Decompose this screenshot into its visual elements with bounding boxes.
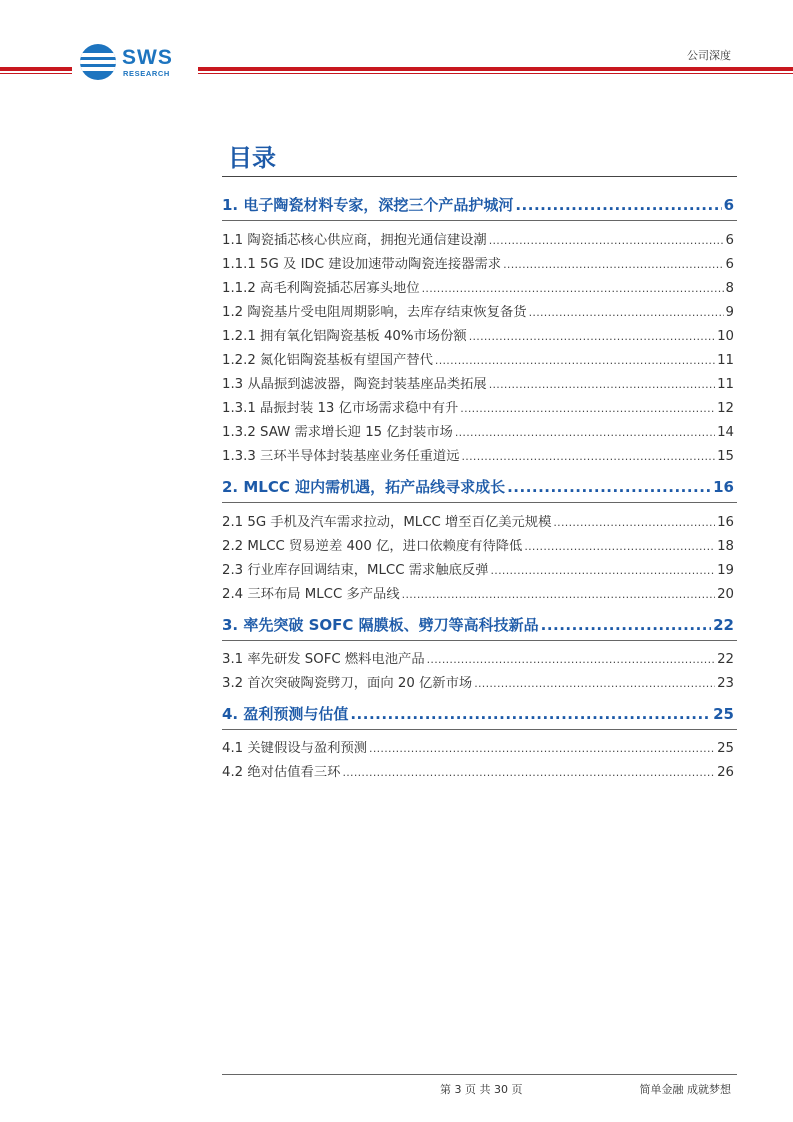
toc-entry-page: 6	[725, 257, 734, 272]
toc-leader	[342, 766, 715, 779]
toc-leader	[402, 588, 715, 601]
logo-text: SWS	[122, 46, 173, 69]
toc-entry-page: 14	[717, 425, 734, 440]
toc-leader	[455, 426, 715, 439]
toc-entry-label: 4.2 绝对估值看三环	[222, 765, 341, 780]
toc-leader	[529, 306, 724, 319]
toc-leader	[489, 234, 724, 247]
toc-entry-2-3[interactable]	[222, 559, 734, 578]
toc-leader	[553, 516, 715, 529]
toc-entry-label: 1.3.1 晶振封装 13 亿市场需求稳中有升	[222, 401, 459, 416]
toc-entry-4-2[interactable]	[222, 761, 734, 780]
toc-entry-label: 1.1.1 5G 及 IDC 建设加速带动陶瓷连接器需求	[222, 257, 502, 272]
toc-leader	[489, 378, 715, 391]
toc-entry-1-3-1[interactable]	[222, 397, 734, 416]
toc-leader	[491, 564, 716, 577]
toc-separator	[222, 729, 737, 730]
toc-leader	[460, 402, 715, 415]
toc-entry-label: 2.3 行业库存回调结束，MLCC 需求触底反弹	[222, 563, 489, 578]
toc-entry-page: 6	[723, 196, 734, 214]
toc-leader	[462, 450, 716, 463]
toc-leader	[507, 478, 711, 496]
toc-leader	[515, 196, 721, 214]
toc-leader	[350, 705, 711, 723]
toc-separator	[222, 220, 737, 221]
toc-title: 目录	[228, 144, 276, 172]
toc-entry-2-1[interactable]	[222, 511, 734, 530]
toc-leader	[524, 540, 715, 553]
header-rule-left-thin	[0, 73, 72, 74]
toc-entry-page: 16	[713, 478, 734, 496]
toc-leader	[503, 258, 723, 271]
toc-entry-1-1-1[interactable]	[222, 253, 734, 272]
toc-entry-page: 11	[717, 377, 734, 392]
toc-entry-page: 12	[717, 401, 734, 416]
toc-entry-1-3[interactable]	[222, 373, 734, 392]
toc-entry-page: 25	[713, 705, 734, 723]
toc-leader	[469, 330, 715, 343]
toc-entry-label: 4. 盈利预测与估值	[222, 705, 349, 723]
page-number: 第 3 页 共 30 页	[440, 1083, 523, 1096]
toc-entry-label: 1.2 陶瓷基片受电阻周期影响，去库存结束恢复备货	[222, 305, 527, 320]
sws-logo	[80, 44, 190, 80]
toc-entry-3-2[interactable]	[222, 672, 734, 691]
logo-emblem-icon	[80, 44, 116, 80]
toc-entry-1-3-2[interactable]	[222, 421, 734, 440]
toc-entry-label: 1.3 从晶振到滤波器，陶瓷封装基座品类拓展	[222, 377, 487, 392]
toc-entry-3-1[interactable]	[222, 648, 734, 667]
toc-entry-page: 9	[725, 305, 734, 320]
toc-entry-1-1[interactable]	[222, 229, 734, 248]
toc-entry-3[interactable]	[222, 614, 734, 635]
toc-entry-label: 1.2.1 拥有氧化铝陶瓷基板 40%市场份额	[222, 329, 467, 344]
toc-entry-page: 8	[725, 281, 734, 296]
header-rule-right-thin	[198, 73, 793, 74]
toc-entry-label: 3. 率先突破 SOFC 隔膜板、劈刀等高科技新品	[222, 616, 539, 634]
toc-entry-label: 1.2.2 氮化铝陶瓷基板有望国产替代	[222, 353, 433, 368]
toc-separator	[222, 640, 737, 641]
logo-subtext: RESEARCH	[123, 69, 170, 78]
toc-entry-2-4[interactable]	[222, 583, 734, 602]
toc-title-rule	[222, 176, 737, 177]
toc-leader	[474, 677, 715, 690]
toc-entry-2-2[interactable]	[222, 535, 734, 554]
toc-entry-page: 6	[725, 233, 734, 248]
toc-entry-label: 3.2 首次突破陶瓷劈刀，面向 20 亿新市场	[222, 676, 473, 691]
toc-leader	[435, 354, 715, 367]
toc-entry-page: 22	[717, 652, 734, 667]
toc-entry-1-3-3[interactable]	[222, 445, 734, 464]
footer-rule	[222, 1074, 737, 1075]
toc-entry-1-1-2[interactable]	[222, 277, 734, 296]
toc-entry-label: 1.1.2 高毛利陶瓷插芯居寡头地位	[222, 281, 420, 296]
toc-entry-page: 22	[713, 616, 734, 634]
toc-entry-2[interactable]	[222, 476, 734, 497]
toc-entry-page: 26	[717, 765, 734, 780]
toc-entry-label: 1.3.2 SAW 需求增长迎 15 亿封装市场	[222, 425, 453, 440]
toc-entry-page: 18	[717, 539, 734, 554]
toc-separator	[222, 502, 737, 503]
header-rule-left	[0, 67, 72, 71]
footer-slogan: 简单金融 成就梦想	[639, 1083, 731, 1096]
toc-entry-label: 3.1 率先研发 SOFC 燃料电池产品	[222, 652, 425, 667]
toc-entry-4[interactable]	[222, 703, 734, 724]
toc-entry-label: 1.3.3 三环半导体封装基座业务任重道远	[222, 449, 460, 464]
toc-entry-page: 23	[717, 676, 734, 691]
toc-entry-page: 20	[717, 587, 734, 602]
toc-entry-page: 19	[717, 563, 734, 578]
toc-entry-label: 4.1 关键假设与盈利预测	[222, 741, 368, 756]
toc-leader	[427, 653, 715, 666]
toc-leader	[422, 282, 724, 295]
report-type-label: 公司深度	[687, 49, 731, 62]
toc-leader	[369, 742, 715, 755]
toc-entry-1-2[interactable]	[222, 301, 734, 320]
toc-entry-label: 2.4 三环布局 MLCC 多产品线	[222, 587, 400, 602]
toc-entry-1-2-1[interactable]	[222, 325, 734, 344]
toc-entry-1-2-2[interactable]	[222, 349, 734, 368]
toc-entry-page: 15	[717, 449, 734, 464]
toc-entry-label: 1. 电子陶瓷材料专家，深挖三个产品护城河	[222, 196, 514, 214]
toc-entry-label: 1.1 陶瓷插芯核心供应商，拥抱光通信建设潮	[222, 233, 487, 248]
toc-entry-label: 2. MLCC 迎内需机遇，拓产品线寻求成长	[222, 478, 506, 496]
toc-entry-1[interactable]	[222, 194, 734, 215]
toc-entry-4-1[interactable]	[222, 737, 734, 756]
toc-leader	[541, 616, 712, 634]
toc-entry-label: 2.1 5G 手机及汽车需求拉动，MLCC 增至百亿美元规模	[222, 515, 552, 530]
header-rule-right	[198, 67, 793, 71]
toc-entry-page: 11	[717, 353, 734, 368]
toc-entry-label: 2.2 MLCC 贸易逆差 400 亿，进口依赖度有待降低	[222, 539, 523, 554]
toc-entry-page: 10	[717, 329, 734, 344]
toc-entry-page: 16	[717, 515, 734, 530]
toc-entry-page: 25	[717, 741, 734, 756]
